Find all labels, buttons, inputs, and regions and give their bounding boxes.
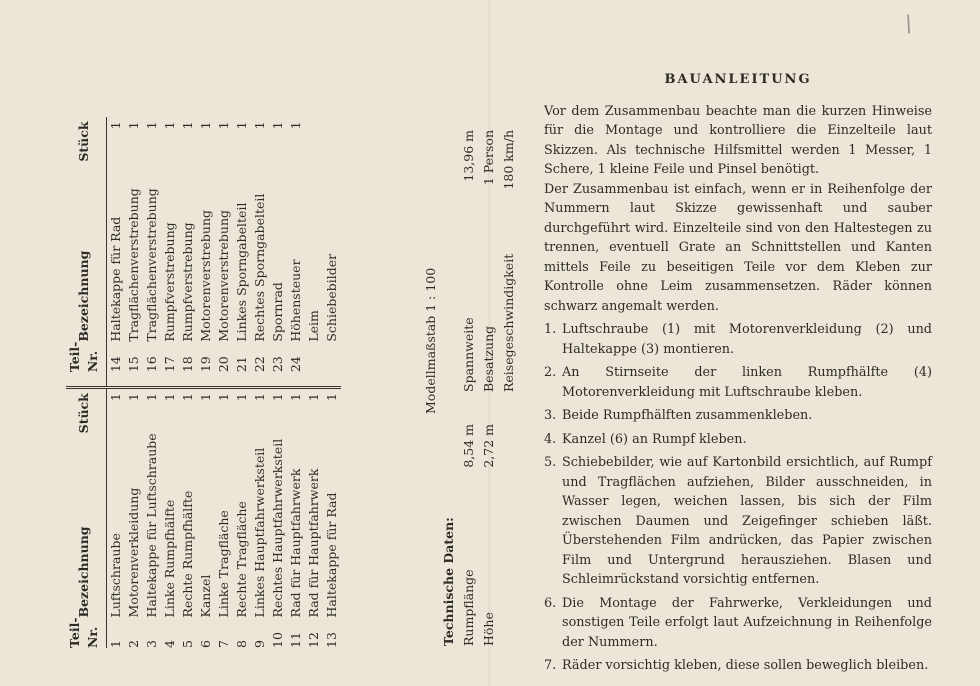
part-name: Rad für Hauptfahrwerk — [288, 468, 303, 618]
part-qty: 1 — [144, 393, 159, 402]
table-row — [107, 117, 126, 648]
parts-list-page — [22, 88, 516, 648]
table-row — [143, 117, 161, 648]
column-separator — [215, 372, 233, 388]
part-name: Höhensteuer — [288, 259, 303, 342]
part-number: 2 — [126, 640, 141, 648]
instruction-steps — [544, 320, 932, 676]
step-text: An Stirnseite der linken Rumpfhälfte (4) Motorenverkleidung mit Luftschraube kleben. — [562, 365, 932, 400]
part-number: 4 — [162, 640, 177, 648]
part-number: 3 — [144, 640, 159, 648]
tech-value: 8,54 m — [461, 424, 476, 468]
list-item — [544, 594, 932, 653]
step-text: Räder vorsichtig kleben, diese sollen beweglich bleiben. — [562, 658, 929, 673]
part-number: 21 — [234, 356, 249, 373]
part-qty: 1 — [216, 393, 231, 402]
part-qty: 1 — [270, 121, 285, 130]
part-name: Haltekappe für Rad — [324, 492, 339, 618]
step-text: Luftschraube (1) mit Motorenverkleidung (2) und Haltekappe (3) montieren. — [562, 322, 932, 357]
part-qty: 1 — [162, 121, 177, 130]
part-qty: 1 — [288, 121, 303, 130]
part-name: Schiebebilder — [324, 253, 339, 342]
part-name: Linke Tragfläche — [216, 510, 231, 618]
table-row — [269, 117, 287, 648]
column-separator — [66, 372, 107, 388]
part-qty — [323, 117, 341, 161]
part-number: 17 — [162, 356, 177, 373]
part-name: Rechte Tragfläche — [234, 501, 249, 618]
part-number: 23 — [270, 356, 285, 373]
part-number: 7 — [216, 640, 231, 648]
part-qty: 1 — [126, 121, 141, 130]
part-qty: 1 — [306, 393, 321, 402]
step-number: 7. — [544, 658, 557, 673]
part-qty: 1 — [288, 393, 303, 402]
header-qty: Stück — [66, 388, 107, 434]
step-number: 6. — [544, 595, 557, 611]
parts-table-header — [66, 117, 107, 648]
part-name: Kanzel — [198, 574, 213, 618]
intro-paragraph-2: Der Zusammenbau ist einfach, wenn er in Reihenfolge der Nummern laut Skizze gewissenhaft und sauber durchgeführt wird. Einzelteile sind von den Haltestegen zu trennen, eventuell Grate an Schnittstellen und Kanten mittels Feile zu beseitigen Teile vor dem Kleben zur Kontrolle ohne Leim zusammensetzen. Räder können schwarz angemalt werden. — [544, 181, 932, 314]
part-name: Tragflächenverstrebung — [126, 188, 141, 342]
part-number: 13 — [324, 632, 339, 648]
tech-value-2: 1 Person — [481, 130, 496, 186]
table-row — [179, 117, 197, 648]
part-name: Linke Rumpfhälfte — [162, 499, 177, 618]
header-nr-2: Teil-Nr. — [66, 342, 107, 373]
tech-data-body — [440, 130, 518, 646]
tech-label — [500, 536, 518, 646]
parts-table-body — [107, 117, 342, 648]
part-qty: 1 — [108, 393, 123, 402]
part-qty: 1 — [180, 121, 195, 130]
part-qty: 1 — [162, 393, 177, 402]
part-name: Motorenverstrebung — [216, 209, 231, 342]
table-row — [161, 117, 179, 648]
table-row — [323, 117, 341, 648]
list-item — [544, 430, 932, 450]
header-name-2: Bezeichnung — [66, 162, 107, 342]
tech-data-title: Technische Daten: — [441, 517, 456, 646]
part-name: Tragflächenverstrebung — [144, 188, 159, 342]
column-separator — [305, 372, 323, 388]
part-number: 19 — [198, 356, 213, 373]
part-qty: 1 — [108, 121, 123, 130]
column-separator — [233, 372, 251, 388]
part-qty: 1 — [126, 393, 141, 402]
list-item — [544, 656, 932, 676]
list-item — [544, 363, 932, 402]
part-qty: 1 — [252, 121, 267, 130]
intro-paragraph-1: Vor dem Zusammenbau beachte man die kurzen Hinweise für die Montage und kontrolliere die Einzelteile laut Skizzen. Als technische Hilfsmittel werden 1 Messer, 1 Schere, 1 kleine Feile und Pinsel benötigt. — [544, 103, 932, 177]
column-separator — [143, 372, 161, 388]
list-item — [544, 453, 932, 590]
part-name: Haltekappe für Luftschraube — [144, 433, 159, 618]
part-qty: 1 — [234, 121, 249, 130]
table-row — [125, 117, 143, 648]
part-number: 14 — [108, 356, 123, 373]
part-number: 22 — [252, 356, 267, 373]
parts-table-wrap — [66, 117, 341, 648]
part-qty: 1 — [216, 121, 231, 130]
instructions-title: BAUANLEITUNG — [664, 72, 812, 87]
model-scale: Modellmaßstab 1 : 100 — [423, 267, 438, 414]
part-number: 9 — [252, 640, 267, 648]
step-number: 1. — [544, 322, 557, 337]
step-number: 2. — [544, 365, 557, 380]
part-name: Rumpfverstrebung — [180, 222, 195, 342]
column-separator — [287, 372, 305, 388]
part-qty: 1 — [144, 121, 159, 130]
part-number: 24 — [288, 356, 303, 373]
part-number: 10 — [270, 632, 285, 648]
column-separator — [107, 372, 126, 388]
part-number: 8 — [234, 640, 249, 648]
part-number: 18 — [180, 356, 195, 373]
part-number: 6 — [198, 640, 213, 648]
column-separator — [125, 372, 143, 388]
part-number: 20 — [216, 356, 231, 373]
table-row — [305, 117, 323, 648]
part-number: 12 — [306, 632, 321, 648]
column-separator — [197, 372, 215, 388]
part-qty — [305, 117, 323, 161]
part-name: Rumpfverstrebung — [162, 222, 177, 342]
part-name: Luftschraube — [108, 533, 123, 618]
part-name: Rechtes Hauptfahrwerksteil — [270, 438, 285, 618]
column-separator — [269, 372, 287, 388]
part-name: Leim — [306, 310, 321, 342]
list-item — [544, 320, 932, 359]
part-qty: 1 — [180, 393, 195, 402]
column-separator — [323, 372, 341, 388]
column-separator — [179, 372, 197, 388]
part-name: Rechtes Sporngabelteil — [252, 193, 267, 342]
part-qty: 1 — [270, 393, 285, 402]
tech-label-2: Besatzung — [481, 325, 496, 392]
table-row — [215, 117, 233, 648]
part-qty: 1 — [234, 393, 249, 402]
list-item — [544, 406, 932, 426]
step-number: 5. — [544, 455, 557, 470]
part-qty: 1 — [198, 121, 213, 130]
part-number — [305, 342, 323, 373]
header-name: Bezeichnung — [66, 433, 107, 617]
tech-label: Höhe — [481, 612, 496, 646]
part-number: 15 — [126, 356, 141, 373]
part-number: 16 — [144, 356, 159, 373]
part-number: 1 — [108, 640, 123, 648]
parts-table — [66, 117, 341, 648]
part-qty: 1 — [252, 393, 267, 402]
part-number — [323, 342, 341, 373]
tech-label-2: Reisegeschwindigkeit — [501, 253, 516, 392]
part-name: Linkes Hauptfahrwerksteil — [252, 447, 267, 618]
tech-value: 2,72 m — [481, 424, 496, 468]
tech-value-2: 180 km/h — [501, 130, 516, 190]
pencil-mark: / — [900, 11, 917, 38]
part-name: Spornrad — [270, 282, 285, 342]
header-nr: Teil-Nr. — [66, 617, 107, 648]
column-separator — [161, 372, 179, 388]
step-number: 4. — [544, 431, 557, 447]
step-text: Die Montage der Fahrwerke, Verkleidungen und sonstigen Teile erfolgt laut Aufzeichnung in Reihenfolge der Nummern. — [562, 595, 932, 650]
part-qty: 1 — [198, 393, 213, 402]
instructions-page — [544, 70, 932, 680]
table-row — [287, 117, 305, 648]
step-number: 3. — [544, 408, 557, 423]
part-name: Haltekappe für Rad — [108, 216, 123, 342]
step-text: Kanzel (6) an Rumpf kleben. — [562, 431, 747, 447]
part-name: Motorenverstrebung — [198, 209, 213, 342]
part-name: Linkes Sporngabelteil — [234, 202, 249, 342]
tech-row — [480, 130, 498, 646]
table-row — [233, 117, 251, 648]
part-name: Rechte Rumpfhälfte — [180, 490, 195, 618]
table-row — [197, 117, 215, 648]
part-name: Motorenverkleidung — [126, 487, 141, 618]
part-number: 5 — [180, 640, 195, 648]
tech-label-2: Spannweite — [461, 317, 476, 392]
tech-row — [460, 130, 478, 646]
tech-data-table — [438, 128, 520, 648]
header-qty-2: Stück — [66, 117, 107, 161]
tech-row — [500, 130, 518, 646]
table-row — [251, 117, 269, 648]
tech-value — [500, 394, 518, 534]
part-name: Rad für Hauptfahrwerk — [306, 468, 321, 618]
part-qty: 1 — [324, 393, 339, 402]
step-text: Beide Rumpfhälften zusammenkleben. — [562, 408, 813, 423]
tech-value-2: 13,96 m — [461, 130, 476, 182]
step-text: Schiebebilder, wie auf Kartonbild ersichtlich, auf Rumpf und Tragflächen aufziehen, Bilder ausschneiden, in Wasser legen, weichen lassen, bis sich der Film zwischen Daumen und Zeigefinger schieben läßt. Überstehenden Film andrücken, das Papier zwischen Film und Untergrund herausziehen. Blasen und Schleimrückstand vorsichtig entfernen. — [562, 455, 932, 587]
part-number: 11 — [288, 632, 303, 648]
tech-title-row — [440, 130, 458, 646]
column-separator — [251, 372, 269, 388]
tech-label: Rumpflänge — [461, 569, 476, 646]
